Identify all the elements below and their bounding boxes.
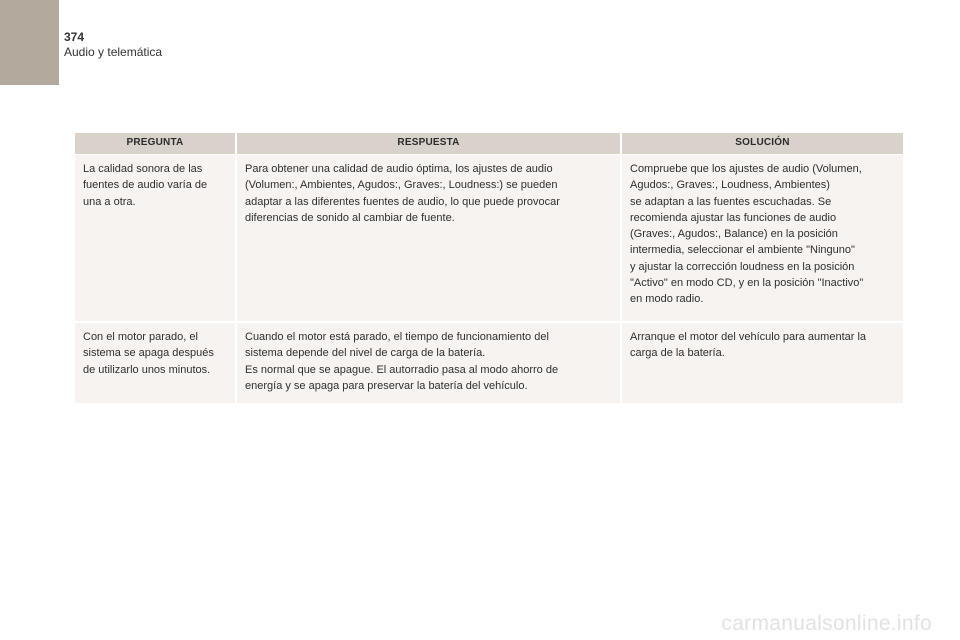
- text-line: (Volumen:, Ambientes, Agudos:, Graves:, Loudness:) se pueden: [245, 179, 558, 192]
- text-line: energía y se apaga para preservar la batería del vehículo.: [245, 379, 528, 392]
- text-line: recomienda ajustar las funciones de audio: [630, 211, 837, 224]
- table-row: [75, 321, 903, 403]
- page-number: 374: [64, 30, 85, 44]
- chapter-tab: [0, 0, 59, 85]
- header-solucion: SOLUCIÓN: [620, 133, 903, 154]
- text-line: fuentes de audio varía de: [83, 179, 208, 192]
- text-line: se adaptan a las fuentes escuchadas. Se: [630, 195, 832, 208]
- cell-solucion: [620, 321, 903, 403]
- text-line: La calidad sonora de las: [83, 163, 203, 175]
- cell-pregunta: [75, 321, 235, 403]
- text-line: Cuando el motor está parado, el tiempo de funcionamiento del: [245, 331, 549, 343]
- header-pregunta: PREGUNTA: [75, 133, 235, 154]
- text-line: diferencias de sonido al cambiar de fuente.: [245, 211, 455, 224]
- text-line: sistema depende del nivel de carga de la batería.: [245, 347, 486, 360]
- text-line: y ajustar la corrección loudness en la posición: [630, 260, 855, 273]
- text-line: carga de la batería.: [630, 347, 725, 360]
- text-line: Arranque el motor del vehículo para aumentar la: [630, 331, 867, 343]
- cell-pregunta: [75, 154, 235, 321]
- text-line: adaptar a las diferentes fuentes de audio, lo que puede provocar: [245, 195, 560, 208]
- text-line: "Activo" en modo CD, y en la posición "Inactivo": [630, 277, 864, 290]
- text-line: sistema se apaga después: [83, 347, 214, 360]
- text-line: una a otra.: [83, 195, 136, 208]
- text-line: (Graves:, Agudos:, Balance) en la posición: [630, 228, 838, 241]
- text-line: intermedia, seleccionar el ambiente "Ninguno": [630, 244, 855, 257]
- text-line: Compruebe que los ajustes de audio (Volumen,: [630, 163, 862, 175]
- text-line: de utilizarlo unos minutos.: [83, 363, 211, 376]
- text-line: Con el motor parado, el: [83, 331, 198, 343]
- text-line: Agudos:, Graves:, Loudness, Ambientes): [630, 179, 830, 192]
- troubleshooting-table: [75, 133, 903, 403]
- text-line: Es normal que se apague. El autorradio pasa al modo ahorro de: [245, 363, 559, 376]
- cell-respuesta: [235, 154, 620, 321]
- section-title: Audio y telemática: [64, 45, 163, 59]
- cell-respuesta: [235, 321, 620, 403]
- text-line: en modo radio.: [630, 293, 704, 306]
- watermark: carmanualsonline.info: [721, 612, 932, 635]
- table-row: [75, 154, 903, 321]
- text-line: Para obtener una calidad de audio óptima, los ajustes de audio: [245, 163, 553, 175]
- cell-solucion: [620, 154, 903, 321]
- header-respuesta: RESPUESTA: [235, 133, 620, 154]
- table-header-row: [75, 133, 903, 154]
